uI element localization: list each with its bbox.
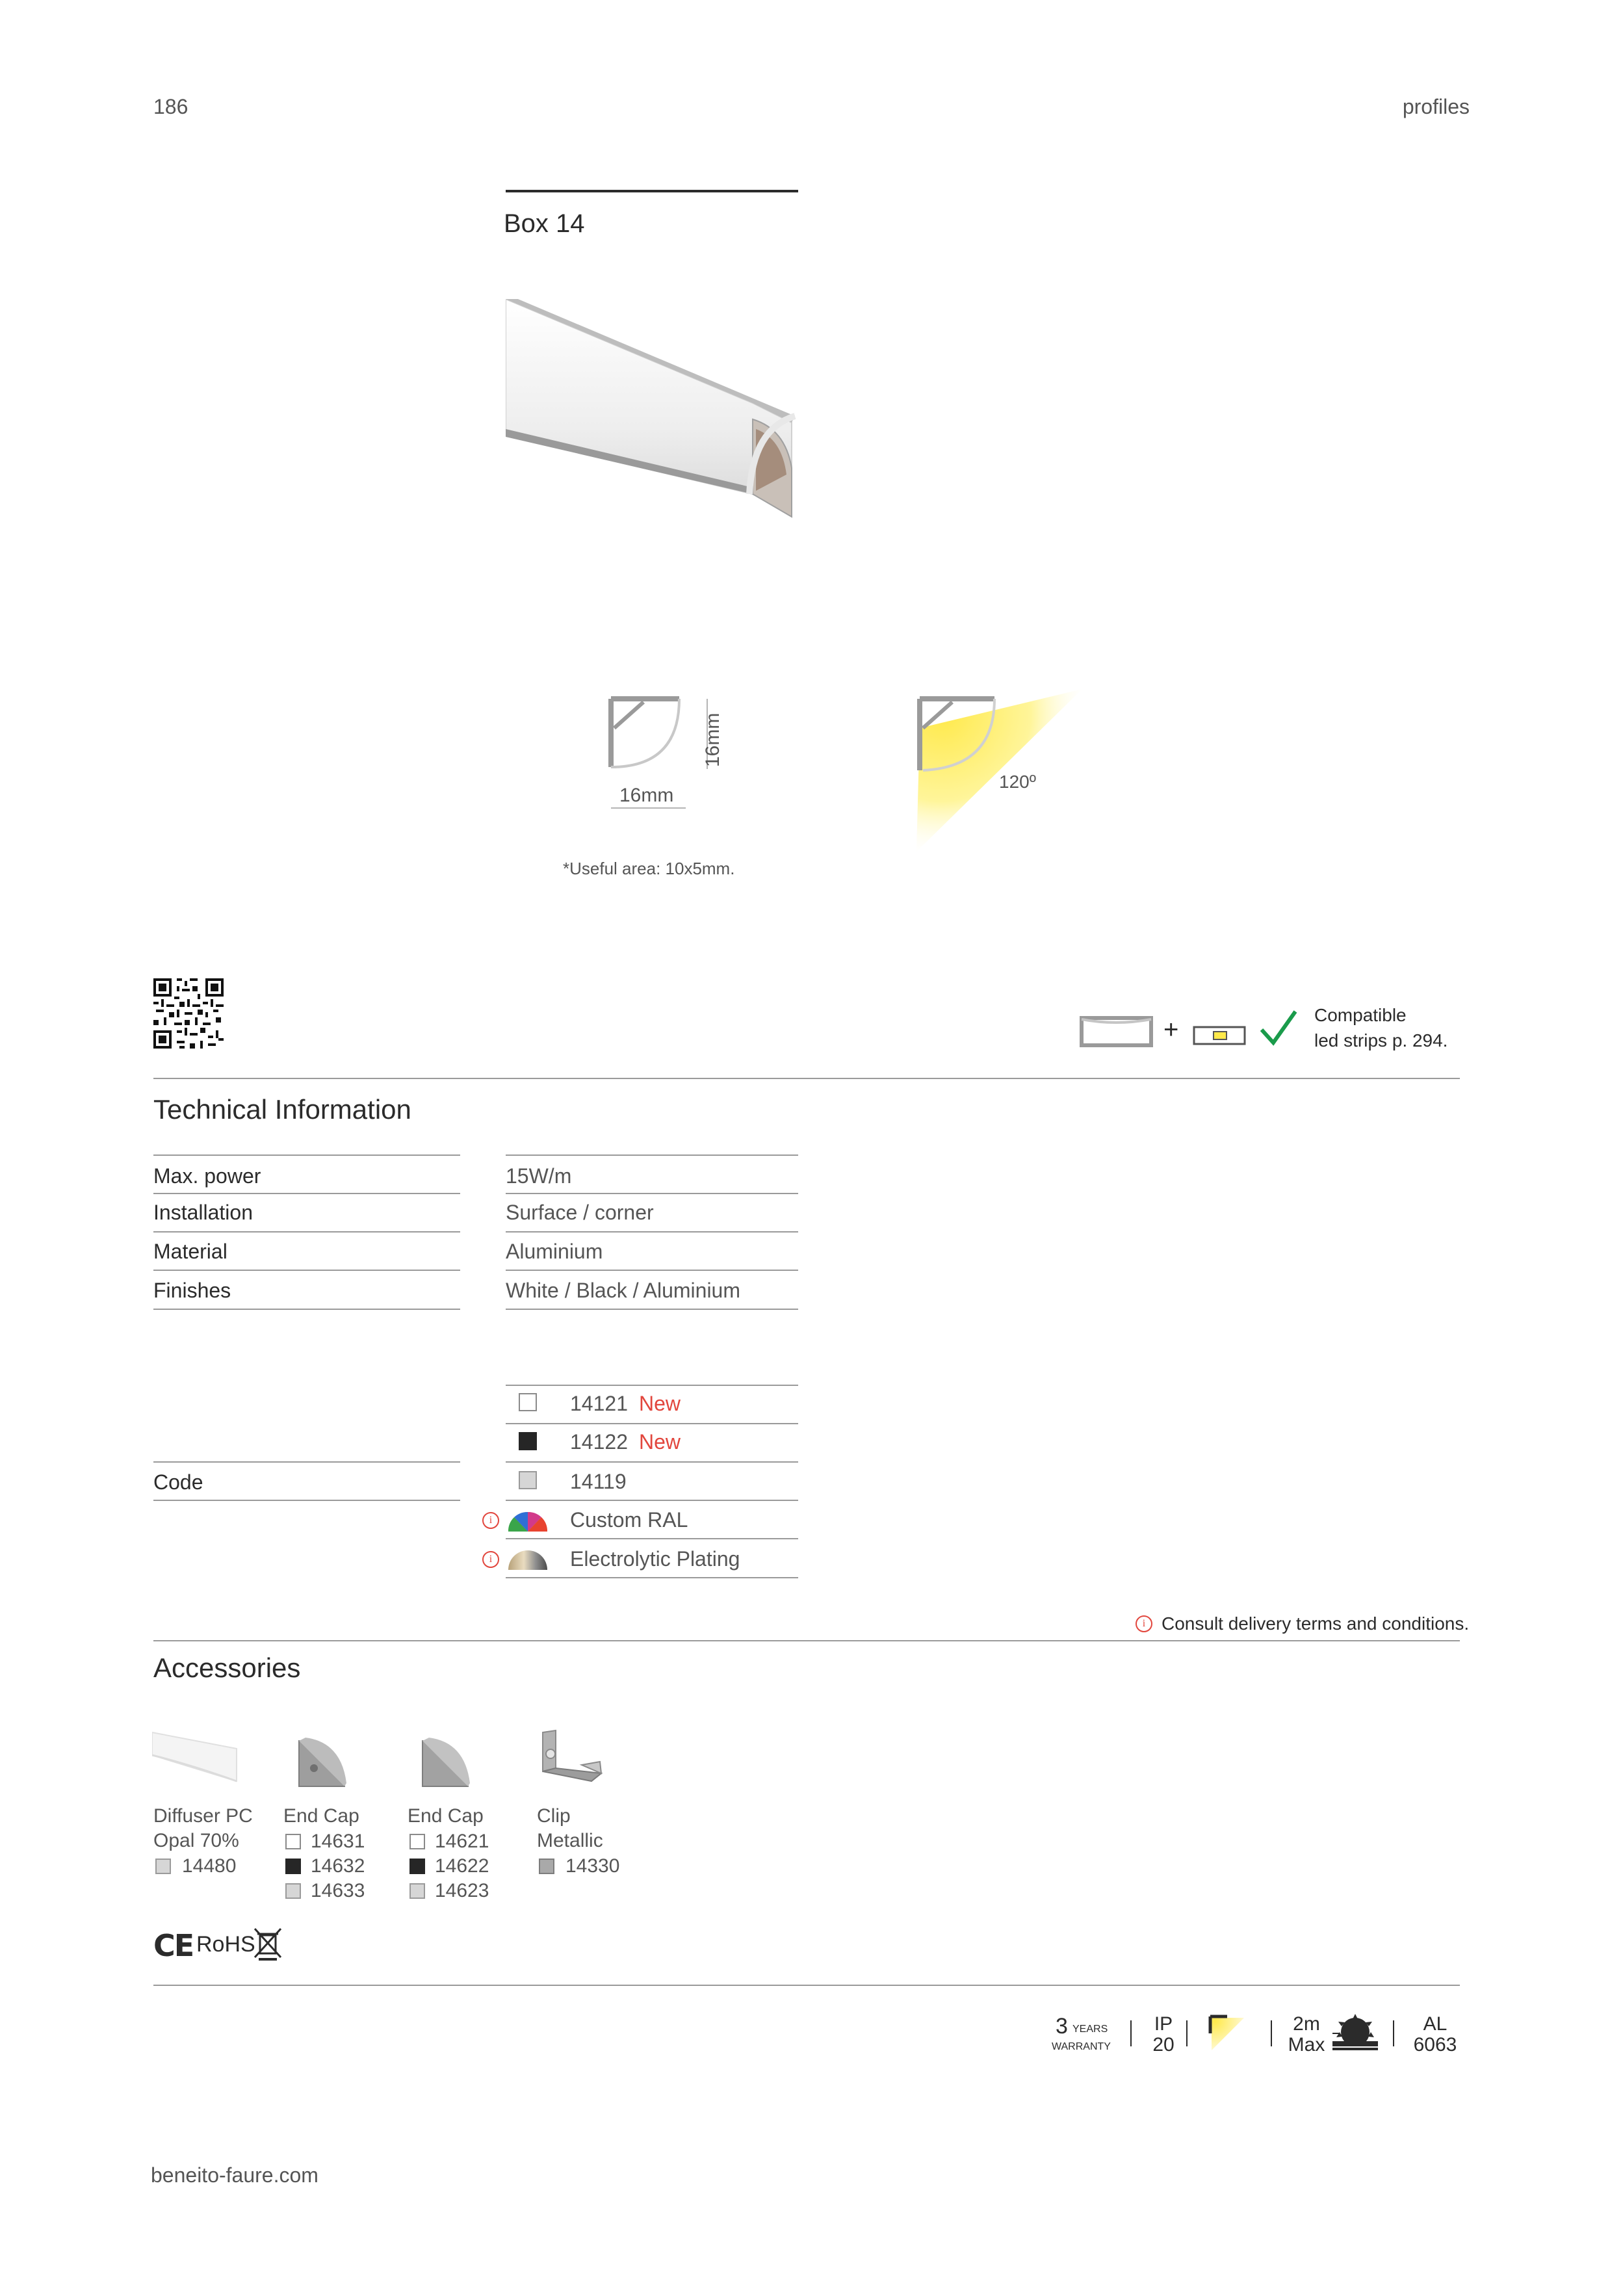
white-swatch <box>409 1834 425 1849</box>
aluminium-swatch <box>285 1883 301 1899</box>
width-dimension: 16mm <box>619 785 674 806</box>
cut-label: Max <box>1288 2034 1325 2055</box>
accessories-heading: Accessories <box>153 1652 301 1683</box>
accessory-code: 14631 <box>311 1831 365 1852</box>
tech-rule <box>506 1309 798 1310</box>
info-icon[interactable]: i <box>482 1551 499 1568</box>
diffuser-image <box>152 1729 240 1788</box>
accessory-code: 14633 <box>311 1880 365 1901</box>
tech-label: Max. power <box>153 1164 261 1188</box>
code-value: Electrolytic Plating <box>570 1547 740 1571</box>
tech-rule <box>153 1309 460 1310</box>
profile-section-icon <box>1079 1014 1154 1048</box>
tech-value: Surface / corner <box>506 1201 654 1224</box>
light-angle-icon <box>1208 2014 1245 2052</box>
code-rule <box>506 1385 798 1386</box>
ral-palette-icon <box>505 1507 551 1533</box>
plus-sign: + <box>1163 1015 1179 1044</box>
accessory-code: 14623 <box>435 1880 489 1901</box>
compatible-label: Compatible <box>1314 1005 1407 1025</box>
code-rule <box>506 1423 798 1424</box>
tech-rule <box>506 1193 798 1194</box>
spec-separator <box>1271 2020 1272 2046</box>
white-swatch <box>285 1834 301 1849</box>
accessory-name: End Cap <box>283 1805 359 1827</box>
code-rule <box>506 1500 798 1501</box>
title-rule <box>506 190 798 192</box>
page-number: 186 <box>153 95 188 118</box>
mid-grey-swatch <box>539 1859 554 1874</box>
ce-mark-icon: CE <box>153 1928 194 1963</box>
info-icon[interactable]: i <box>482 1512 499 1529</box>
accessory-name: Metallic <box>537 1830 603 1851</box>
accessory-code: 14621 <box>435 1831 489 1852</box>
ip-value: 20 <box>1152 2034 1175 2055</box>
tech-rule <box>153 1155 460 1156</box>
warranty-label: WARRANTY <box>1052 2041 1111 2052</box>
section-divider <box>153 1640 1460 1641</box>
tech-value: White / Black / Aluminium <box>506 1279 740 1302</box>
tech-label: Finishes <box>153 1279 231 1302</box>
code-value: Custom RAL <box>570 1508 688 1532</box>
checkmark-icon <box>1258 1008 1298 1048</box>
section-divider <box>153 1985 1460 1986</box>
spec-separator <box>1393 2020 1394 2046</box>
ip-label: IP <box>1154 2013 1173 2035</box>
new-badge: New <box>639 1430 681 1454</box>
spec-separator <box>1130 2020 1132 2046</box>
section-divider <box>153 1078 1460 1079</box>
info-icon[interactable]: i <box>1136 1615 1152 1632</box>
accessory-code: 14480 <box>182 1855 237 1877</box>
code-value: 14122 <box>570 1430 628 1454</box>
product-image <box>506 299 805 520</box>
spec-separator <box>1186 2020 1188 2046</box>
tech-rule <box>506 1155 798 1156</box>
code-rule <box>506 1461 798 1463</box>
code-label-rule <box>153 1500 460 1501</box>
led-strip-icon <box>1193 1026 1246 1045</box>
black-swatch <box>519 1432 537 1450</box>
beam-angle: 120º <box>999 772 1036 792</box>
accessory-name: Opal 70% <box>153 1830 239 1851</box>
white-swatch <box>519 1393 537 1411</box>
tech-rule <box>506 1270 798 1271</box>
consult-note: Consult delivery terms and conditions. <box>1162 1613 1470 1634</box>
accessory-name: End Cap <box>408 1805 484 1827</box>
tech-label: Material <box>153 1240 227 1263</box>
product-title: Box 14 <box>504 209 585 238</box>
aluminium-swatch <box>155 1859 171 1874</box>
tech-label: Installation <box>153 1201 253 1224</box>
code-value: 14119 <box>570 1470 627 1493</box>
tech-rule <box>153 1270 460 1271</box>
aluminium-swatch <box>409 1883 425 1899</box>
warranty-unit: YEARS <box>1072 2024 1108 2035</box>
useful-area-note: *Useful area: 10x5mm. <box>563 859 735 878</box>
accessory-name: Clip <box>537 1805 571 1827</box>
code-rule <box>506 1577 798 1578</box>
black-swatch <box>285 1859 301 1874</box>
al-value: 6063 <box>1413 2034 1457 2055</box>
plating-icon <box>505 1545 551 1571</box>
code-value: 14121 <box>570 1392 628 1415</box>
accessory-code: 14632 <box>311 1855 365 1877</box>
tech-value: Aluminium <box>506 1240 603 1263</box>
technical-heading: Technical Information <box>153 1094 411 1125</box>
saw-cut-icon <box>1331 2013 1379 2054</box>
new-badge: New <box>639 1392 681 1415</box>
black-swatch <box>409 1859 425 1874</box>
code-rule <box>506 1538 798 1539</box>
cut-length: 2m <box>1293 2013 1320 2035</box>
warranty-years: 3 <box>1056 2014 1068 2039</box>
end-cap-image <box>296 1734 348 1789</box>
code-label: Code <box>153 1470 203 1494</box>
tech-value: 15W/m <box>506 1164 572 1188</box>
website-link[interactable]: beneito-faure.com <box>151 2163 318 2187</box>
al-label: AL <box>1423 2013 1448 2035</box>
section-name: profiles <box>1402 95 1470 118</box>
code-label-rule <box>153 1461 460 1463</box>
compatible-strips-link[interactable]: led strips p. 294. <box>1314 1030 1448 1050</box>
accessory-code: 14622 <box>435 1855 489 1877</box>
light-angle-drawing <box>907 689 1089 858</box>
height-dimension: 16mm <box>702 712 723 767</box>
accessory-code: 14330 <box>565 1855 620 1877</box>
accessory-name: Diffuser PC <box>153 1805 253 1827</box>
rohs-label: RoHS <box>196 1932 255 1957</box>
qr-code-icon <box>153 978 224 1049</box>
weee-bin-icon <box>253 1927 282 1961</box>
tech-rule <box>506 1231 798 1233</box>
clip-image <box>536 1729 604 1788</box>
aluminium-swatch <box>519 1471 537 1489</box>
tech-rule <box>153 1193 460 1194</box>
end-cap-image <box>419 1734 471 1789</box>
tech-rule <box>153 1231 460 1233</box>
